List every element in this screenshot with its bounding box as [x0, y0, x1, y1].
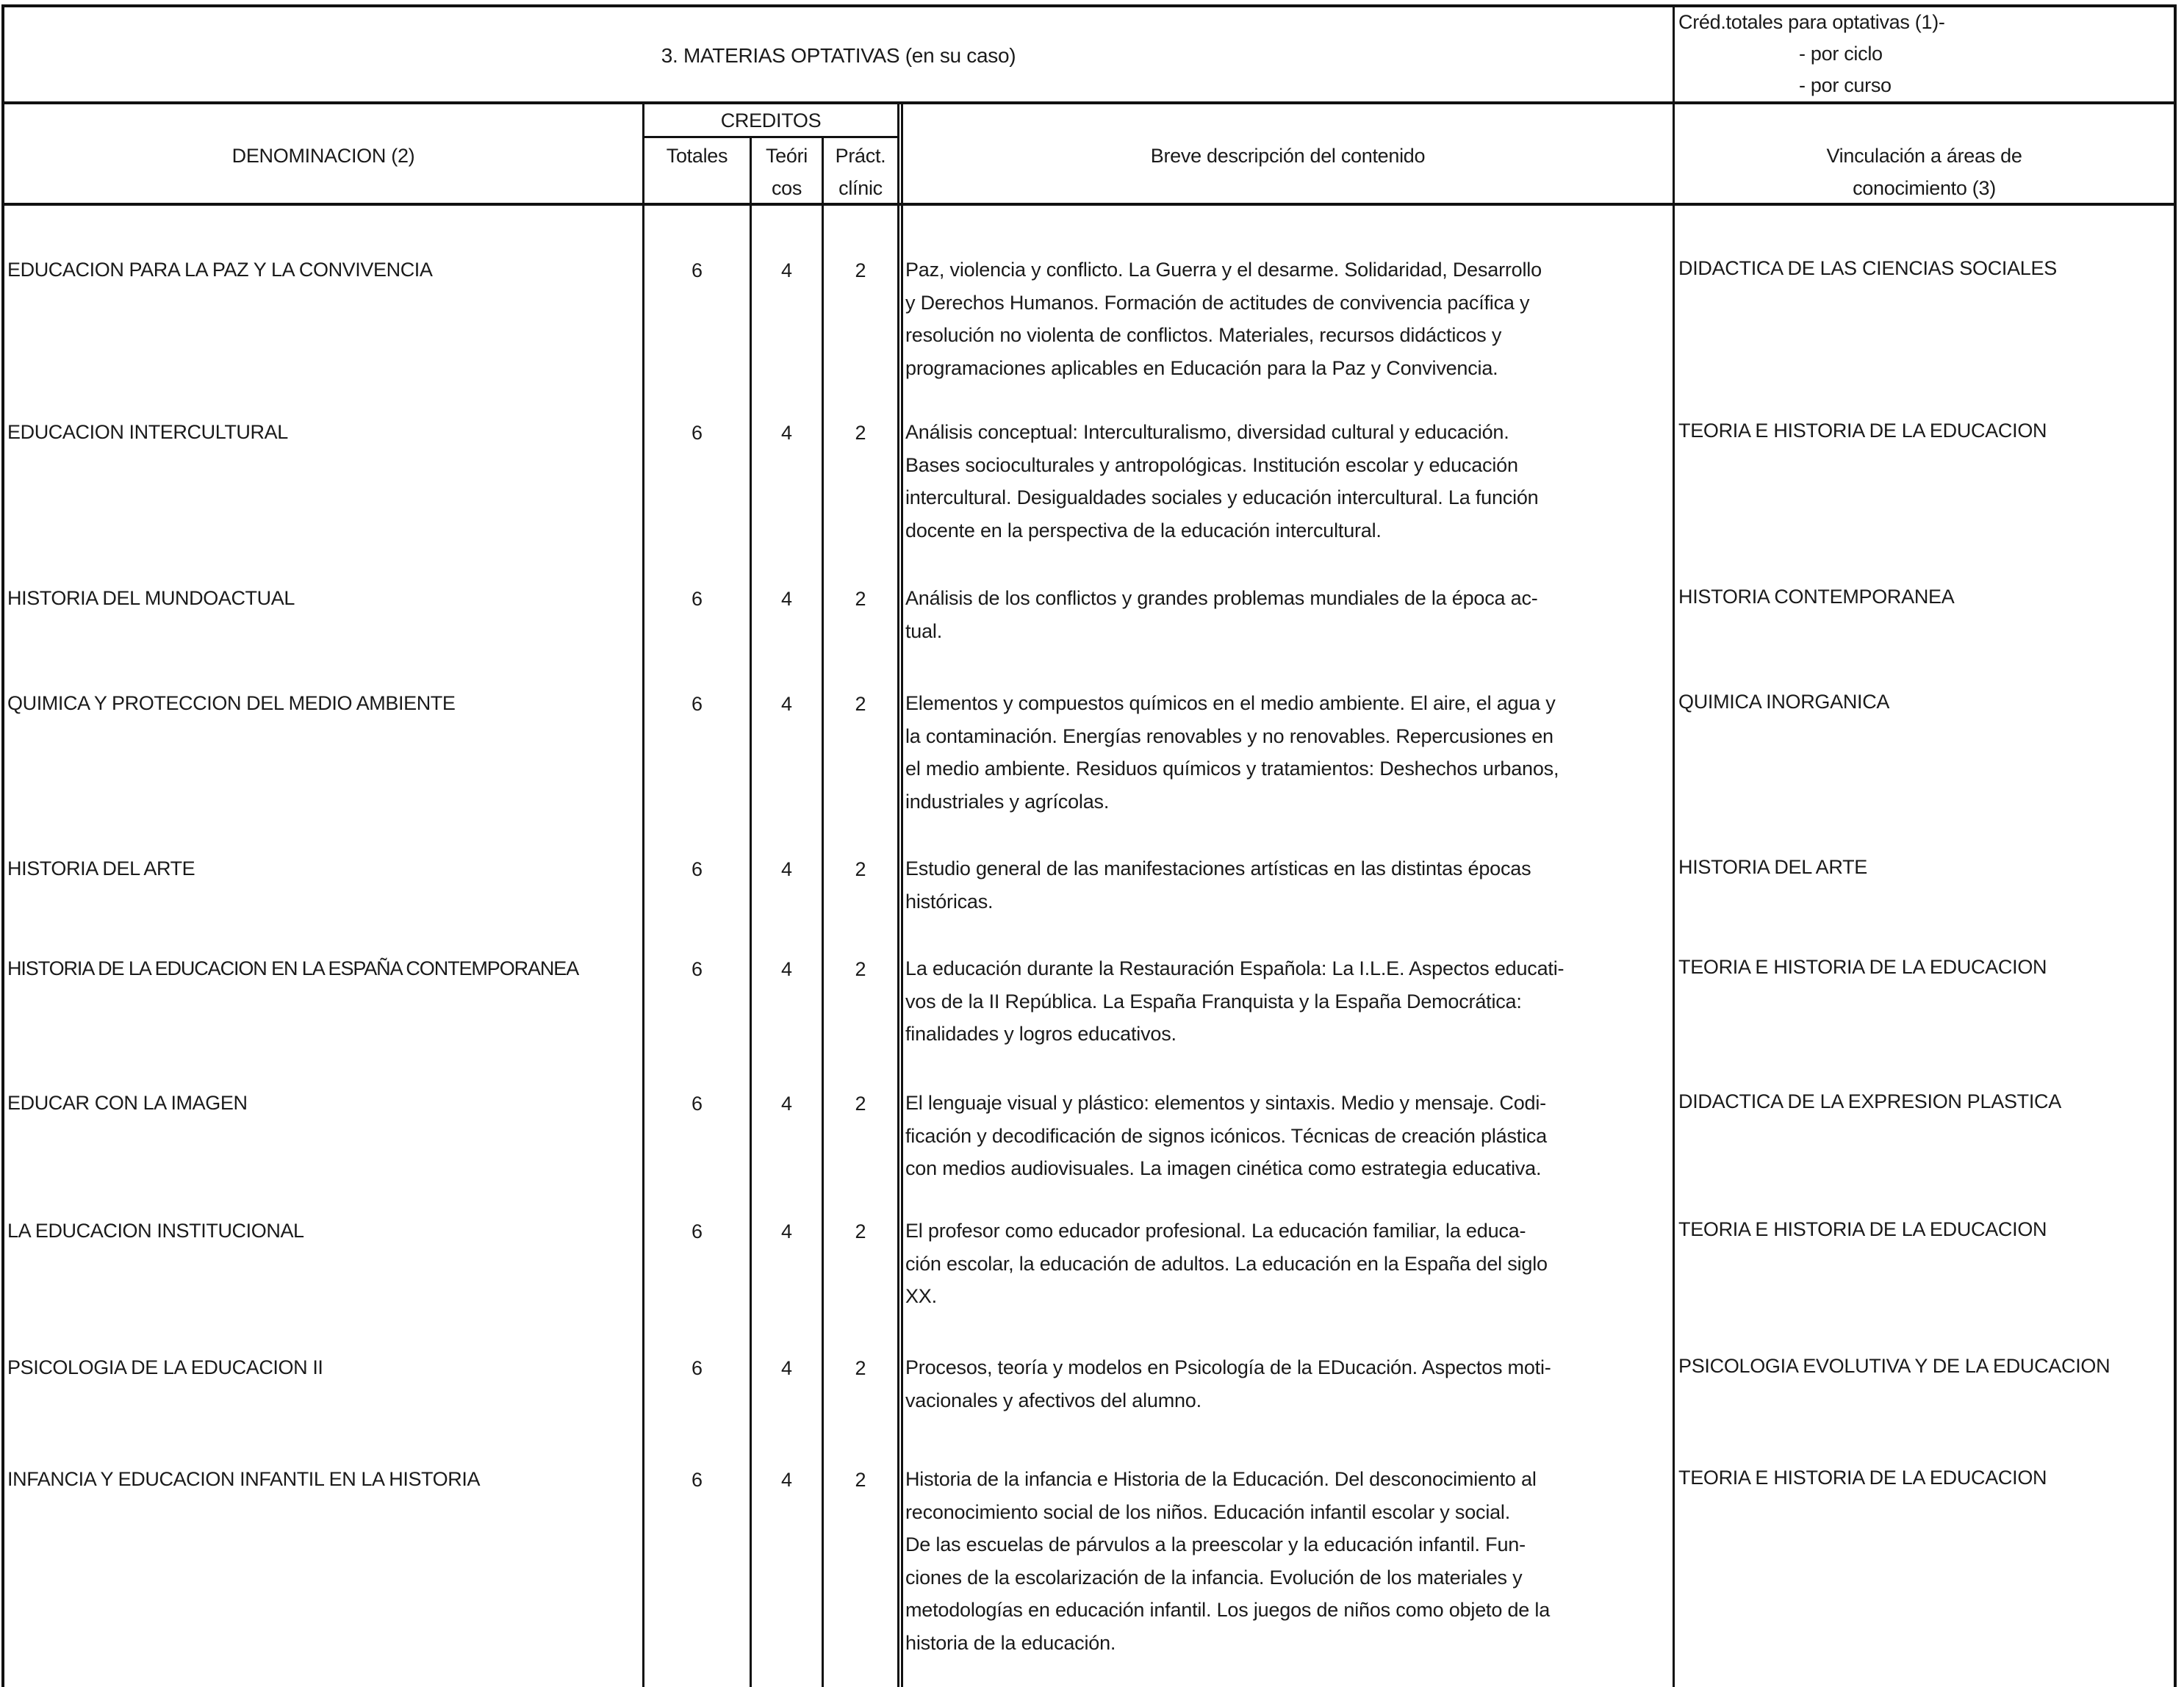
row-denominacion: LA EDUCACION INSTITUCIONAL — [7, 1220, 304, 1242]
row-vinculacion-area: DIDACTICA DE LAS CIENCIAS SOCIALES — [1678, 257, 2057, 279]
row-descripcion-line: con medios audiovisuales. La imagen cinética como estrategia educativa. — [905, 1157, 1542, 1179]
row-descripcion-line: Paz, violencia y conflicto. La Guerra y el desarme. Solidaridad, Desarrollo — [905, 259, 1542, 281]
row-descripcion-line: El profesor como educador profesional. La educación familiar, la educa- — [905, 1220, 1526, 1242]
table-border-right — [2174, 4, 2177, 1687]
row-creditos-teoricos: 4 — [780, 422, 793, 444]
table-border-left — [1, 4, 4, 1687]
row-creditos-totales: 6 — [691, 858, 703, 880]
row-creditos-totales: 6 — [691, 1357, 703, 1379]
por-curso-label: - por curso — [1799, 74, 1892, 96]
row-denominacion: PSICOLOGIA DE LA EDUCACION II — [7, 1356, 323, 1378]
row-descripcion-line: programaciones aplicables en Educación para la Paz y Convivencia. — [905, 356, 1498, 379]
teoricos-header-2: cos — [771, 177, 802, 199]
row-descripcion-line: Bases socioculturales y antropológicas. Institución escolar y educación — [905, 453, 1518, 476]
row-descripcion-line: Procesos, teoría y modelos en Psicología de la EDucación. Aspectos moti- — [905, 1356, 1551, 1378]
row-creditos-totales: 6 — [691, 958, 703, 980]
row-descripcion-line: metodologías en educación infantil. Los juegos de niños como objeto de la — [905, 1599, 1551, 1621]
row-descripcion-line: ción escolar, la educación de adultos. La educación en la España del siglo — [905, 1252, 1548, 1275]
row-denominacion: EDUCACION INTERCULTURAL — [7, 421, 288, 443]
col-line-descripcion — [901, 103, 903, 1687]
row-creditos-practicos: 2 — [855, 259, 866, 281]
totales-header: Totales — [666, 145, 728, 167]
row-creditos-practicos: 2 — [855, 1093, 866, 1115]
row-vinculacion-area: TEORIA E HISTORIA DE LA EDUCACION — [1678, 1218, 2047, 1240]
row-creditos-practicos: 2 — [855, 693, 866, 715]
row-denominacion: HISTORIA DE LA EDUCACION EN LA ESPAÑA CONTEMPORANEA — [7, 957, 579, 979]
row-descripcion-line: el medio ambiente. Residuos químicos y tratamientos: Deshechos urbanos, — [905, 758, 1559, 780]
row-denominacion: QUIMICA Y PROTECCION DEL MEDIO AMBIENTE — [7, 692, 456, 714]
row-creditos-practicos: 2 — [855, 588, 866, 610]
row-creditos-teoricos: 4 — [780, 958, 793, 980]
row-denominacion: INFANCIA Y EDUCACION INFANTIL EN LA HISTORIA — [7, 1468, 481, 1490]
row-descripcion-line: XX. — [905, 1285, 937, 1307]
vinculacion-header-2: conocimiento (3) — [1853, 177, 1996, 199]
row-creditos-teoricos: 4 — [780, 1220, 793, 1242]
practicos-header-1: Práct. — [835, 145, 886, 167]
row-creditos-practicos: 2 — [855, 422, 866, 444]
col-line-practicos — [897, 103, 899, 1687]
row-creditos-teoricos: 4 — [780, 1093, 793, 1115]
row-vinculacion-area: DIDACTICA DE LA EXPRESION PLASTICA — [1678, 1090, 2061, 1112]
row-creditos-totales: 6 — [691, 693, 703, 715]
col-line-teoricos — [822, 137, 824, 1687]
por-ciclo-label: - por ciclo — [1799, 43, 1883, 65]
row-creditos-totales: 6 — [691, 422, 703, 444]
row-descripcion-line: El lenguaje visual y plástico: elementos y sintaxis. Medio y mensaje. Codi- — [905, 1092, 1546, 1114]
row-creditos-teoricos: 4 — [780, 858, 793, 880]
row-descripcion-line: Estudio general de las manifestaciones artísticas en las distintas épocas — [905, 857, 1531, 880]
row-descripcion-line: y Derechos Humanos. Formación de actitudes de convivencia pacífica y — [905, 291, 1530, 314]
section-title: 3. MATERIAS OPTATIVAS (en su caso) — [661, 44, 1016, 67]
row-creditos-totales: 6 — [691, 588, 703, 610]
row-descripcion-line: intercultural. Desigualdades sociales y educación intercultural. La función — [905, 486, 1539, 508]
row-creditos-totales: 6 — [691, 1220, 703, 1242]
row-vinculacion-area: HISTORIA CONTEMPORANEA — [1678, 586, 1955, 608]
row-creditos-teoricos: 4 — [780, 588, 793, 610]
row-creditos-practicos: 2 — [855, 1357, 866, 1379]
denominacion-header: DENOMINACION (2) — [231, 145, 415, 167]
row-vinculacion-area: QUIMICA INORGANICA — [1678, 691, 1890, 713]
row-descripcion-line: ficación y decodificación de signos icónicos. Técnicas de creación plástica — [905, 1124, 1547, 1147]
row-creditos-totales: 6 — [691, 1093, 703, 1115]
row-creditos-teoricos: 4 — [780, 1357, 793, 1379]
cred-totales-label: Créd.totales para optativas (1)- — [1678, 11, 1945, 33]
header-divider-1 — [1, 101, 2177, 104]
row-descripcion-line: históricas. — [905, 890, 994, 913]
row-creditos-totales: 6 — [691, 259, 703, 281]
vinculacion-header-1: Vinculación a áreas de — [1826, 145, 2022, 167]
row-descripcion-line: Elementos y compuestos químicos en el medio ambiente. El aire, el agua y — [905, 692, 1556, 714]
row-descripcion-line: historia de la educación. — [905, 1631, 1116, 1654]
row-creditos-teoricos: 4 — [780, 693, 793, 715]
row-creditos-practicos: 2 — [855, 858, 866, 880]
col-line-totales — [750, 137, 752, 1687]
row-descripcion-line: reconocimiento social de los niños. Educación infantil escolar y social. — [905, 1500, 1511, 1523]
row-descripcion-line: De las escuelas de párvulos a la preescolar y la educación infantil. Fun- — [905, 1533, 1526, 1555]
row-denominacion: EDUCACION PARA LA PAZ Y LA CONVIVENCIA — [7, 259, 433, 281]
row-creditos-practicos: 2 — [855, 1220, 866, 1242]
row-vinculacion-area: HISTORIA DEL ARTE — [1678, 856, 1867, 878]
row-vinculacion-area: TEORIA E HISTORIA DE LA EDUCACION — [1678, 1467, 2047, 1489]
row-creditos-practicos: 2 — [855, 958, 866, 980]
row-descripcion-line: vacionales y afectivos del alumno. — [905, 1389, 1201, 1411]
row-creditos-teoricos: 4 — [780, 259, 793, 281]
row-descripcion-line: Análisis de los conflictos y grandes problemas mundiales de la época ac- — [905, 587, 1538, 609]
row-descripcion-line: industriales y agrícolas. — [905, 790, 1110, 813]
descripcion-header: Breve descripción del contenido — [1150, 145, 1426, 167]
col-line-vinculacion — [1673, 4, 1675, 1687]
col-line-denominacion — [642, 103, 644, 1687]
row-descripcion-line: Historia de la infancia e Historia de la Educación. Del desconocimiento al — [905, 1468, 1537, 1490]
row-denominacion: HISTORIA DEL MUNDOACTUAL — [7, 587, 295, 609]
row-descripcion-line: tual. — [905, 619, 943, 642]
row-vinculacion-area: TEORIA E HISTORIA DE LA EDUCACION — [1678, 956, 2047, 978]
row-descripcion-line: la contaminación. Energías renovables y no renovables. Repercusiones en — [905, 724, 1553, 747]
row-creditos-totales: 6 — [691, 1469, 703, 1491]
row-creditos-practicos: 2 — [855, 1469, 866, 1491]
row-descripcion-line: vos de la II República. La España Franquista y la España Democrática: — [905, 990, 1522, 1012]
row-denominacion: HISTORIA DEL ARTE — [7, 857, 195, 880]
row-vinculacion-area: TEORIA E HISTORIA DE LA EDUCACION — [1678, 420, 2047, 442]
row-descripcion-line: finalidades y logros educativos. — [905, 1023, 1177, 1045]
row-descripcion-line: resolución no violenta de conflictos. Materiales, recursos didácticos y — [905, 324, 1502, 346]
row-descripcion-line: Análisis conceptual: Interculturalismo, diversidad cultural y educación. — [905, 421, 1509, 443]
practicos-header-2: clínic — [838, 177, 883, 199]
row-descripcion-line: ciones de la escolarización de la infancia. Evolución de los materiales y — [905, 1566, 1523, 1589]
creditos-header: CREDITOS — [720, 109, 822, 132]
row-vinculacion-area: PSICOLOGIA EVOLUTIVA Y DE LA EDUCACION — [1678, 1355, 2111, 1377]
row-descripcion-line: docente en la perspectiva de la educación intercultural. — [905, 519, 1382, 542]
row-descripcion-line: La educación durante la Restauración Española: La I.L.E. Aspectos educati- — [905, 957, 1565, 979]
row-creditos-teoricos: 4 — [780, 1469, 793, 1491]
row-denominacion: EDUCAR CON LA IMAGEN — [7, 1092, 248, 1114]
teoricos-header-1: Teóri — [765, 145, 808, 167]
